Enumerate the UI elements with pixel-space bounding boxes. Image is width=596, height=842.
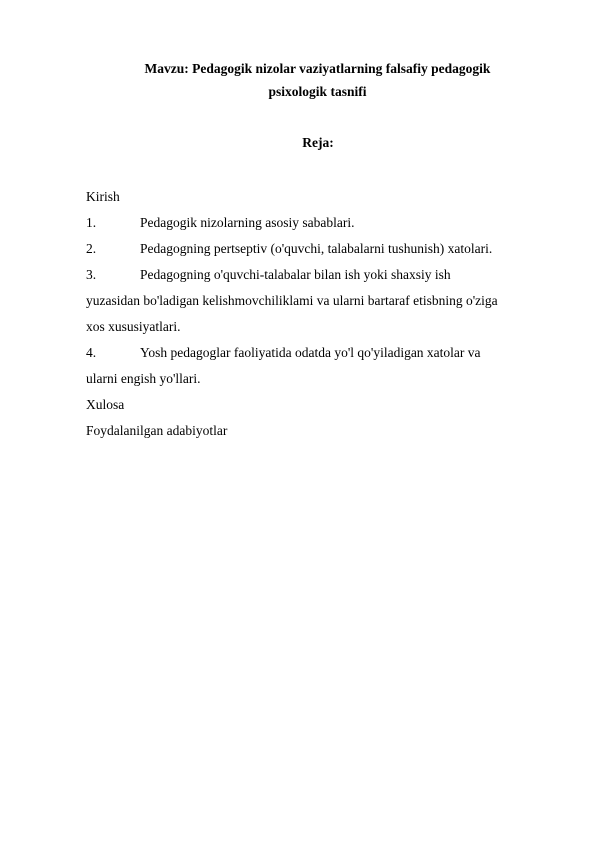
plan-item-4-text-line-2: ularni engish yo'llari. bbox=[86, 371, 201, 386]
plan-item-1 bbox=[86, 210, 526, 236]
title-line-1: Mavzu: Pedagogik nizolar vaziyatlarning falsafiy pedagogik bbox=[144, 61, 491, 76]
references-item: Foydalanilgan adabiyotlar bbox=[86, 423, 228, 438]
plan-item-4 bbox=[86, 340, 526, 366]
plan-heading: Reja: bbox=[302, 135, 334, 150]
plan-item-4-text-line-1: Yosh pedagoglar faoliyatida odatda yo'l qo'yiladigan xatolar va bbox=[140, 345, 481, 360]
plan-item-2-text: Pedagogning pertseptiv (o'quvchi, talabalarni tushunish) xatolari. bbox=[140, 241, 493, 256]
plan-item-2-number: 2. bbox=[86, 241, 97, 256]
document-title bbox=[120, 57, 515, 103]
title-line-2: psixologik tasnifi bbox=[268, 84, 367, 99]
plan-item-3-text-line-3: xos xususiyatlari. bbox=[86, 319, 181, 334]
plan-item-3-number: 3. bbox=[86, 267, 97, 282]
plan-item-1-number: 1. bbox=[86, 215, 97, 230]
plan-item-3-text-line-2: yuzasidan bo'ladigan kelishmovchiliklami va ularni bartaraf etisbning o'ziga bbox=[86, 293, 498, 308]
plan-item-1-text: Pedagogik nizolarning asosiy sabablari. bbox=[140, 215, 355, 230]
plan-item-4-number: 4. bbox=[86, 345, 97, 360]
plan-item-3 bbox=[86, 262, 526, 288]
conclusion-item: Xulosa bbox=[86, 397, 125, 412]
plan-list bbox=[86, 184, 526, 444]
intro-item: Kirish bbox=[86, 189, 120, 204]
plan-item-2 bbox=[86, 236, 526, 262]
plan-item-3-text-line-1: Pedagogning o'quvchi-talabalar bilan ish yoki shaxsiy ish bbox=[140, 267, 451, 282]
